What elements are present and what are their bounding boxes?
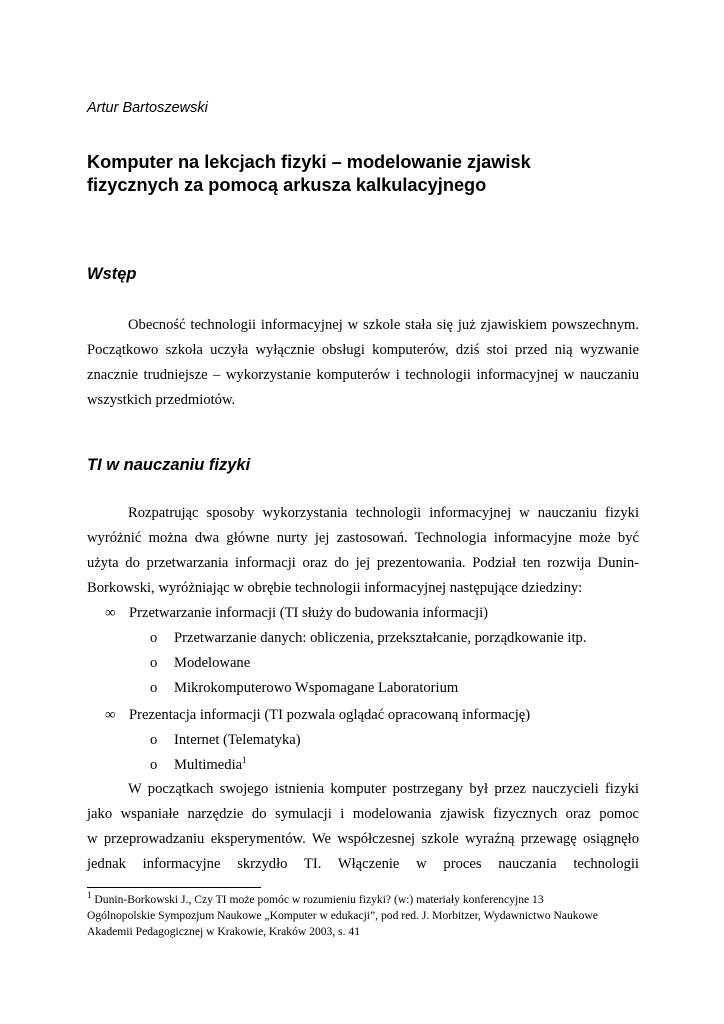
intro-line-1: Obecność technologii informacyjnej w szkole stała się już zjawiskiem powszechnym. [128, 317, 639, 333]
list-item-1 [105, 601, 488, 626]
ti-line-4: Borkowski, wyróżniając w obrębie technologii informacyjnej następujące dziedziny: [87, 580, 583, 596]
sub-list-item-text: Modelowane [174, 655, 251, 671]
footnote-divider [87, 887, 261, 888]
ti-line-3: użyta do przetwarzania informacji oraz do jej prezentowania. Podział ten rozwija Dunin- [87, 555, 639, 571]
sub-list-item [150, 728, 301, 753]
section-heading-ti: TI w nauczaniu fizyki [87, 456, 251, 474]
intro-line-2: Początkowo szkoła uczyła wyłącznie obsługi komputerów, dziś stoi przed nią wyzwanie [87, 342, 639, 358]
footnote-line-1 [87, 892, 647, 908]
document-title [87, 151, 647, 197]
intro-paragraph [87, 313, 639, 413]
sub-list-item-text: Multimedia [174, 757, 243, 773]
closing-line-1: W początkach swojego istnienia komputer postrzegany był przez nauczycieli fizyki [128, 781, 639, 797]
sub-list-item [150, 626, 586, 651]
sub-list-item-text: Internet (Telematyka) [174, 732, 301, 748]
circle-bullet-icon: o [150, 655, 158, 671]
circle-bullet-icon: o [150, 680, 158, 696]
infinity-bullet-icon: ∞ [105, 707, 116, 723]
list-item-1-text: Przetwarzanie informacji (TI służy do budowania informacji) [129, 605, 489, 621]
sub-list-item-text: Mikrokomputerowo Wspomagane Laboratorium [174, 680, 459, 696]
list-item-2-text: Prezentacja informacji (TI pozwala oglądać opracowaną informację) [129, 707, 531, 723]
footnote-line-2: Ogólnopolskie Sympozjum Naukowe „Komputer w edukacji”, pod red. J. Morbitzer, Wydawnictwo Naukowe [87, 909, 598, 922]
sub-list-item-text: Przetwarzanie danych: obliczenia, przekształcanie, porządkowanie itp. [174, 630, 587, 646]
circle-bullet-icon: o [150, 757, 158, 773]
closing-line-3: w przeprowadzaniu eksperymentów. We współczesnej szkole wyraźną przewagę osiągnęło [87, 831, 639, 847]
footnote [87, 892, 647, 940]
circle-bullet-icon: o [150, 630, 158, 646]
list-item-2 [105, 703, 530, 728]
footnote-number: 1 [87, 890, 92, 901]
title-line-1: Komputer na lekcjach fizyki – modelowanie zjawisk [87, 152, 531, 172]
footnote-line-3: Akademii Pedagogicznej w Krakowie, Kraków 2003, s. 41 [87, 925, 361, 938]
author-name: Artur Bartoszewski [87, 100, 208, 116]
sub-list-item [150, 753, 247, 778]
sub-list-item [150, 651, 250, 676]
closing-line-2: jako wspaniałe narzędzie do symulacji i modelowania zjawisk fizycznych oraz pomoc [87, 806, 639, 822]
circle-bullet-icon: o [150, 732, 158, 748]
footnote-reference: 1 [242, 755, 247, 766]
ti-line-2: wyróżnić można dwa główne nurty jej zastosowań. Technologia informacyjne może być [87, 530, 639, 546]
intro-line-4: wszystkich przedmiotów. [87, 392, 236, 408]
intro-line-3: znacznie trudniejsze – wykorzystanie komputerów i technologii informacyjnej w nauczaniu [87, 367, 639, 383]
footnote-line-1-text: Dunin-Borkowski J., Czy TI może pomóc w rozumieniu fizyki? (w:) materiały konferencyjne 13 [91, 893, 544, 906]
sub-list-item [150, 676, 458, 701]
title-line-2: fizycznych za pomocą arkusza kalkulacyjnego [87, 175, 487, 195]
ti-paragraph [87, 501, 639, 601]
section-heading-intro: Wstęp [87, 265, 137, 283]
infinity-bullet-icon: ∞ [105, 605, 116, 621]
closing-line-4: jednak informacyjne skrzydło TI. Włączenie w proces nauczania technologii [87, 856, 639, 872]
closing-paragraph [87, 777, 639, 877]
ti-line-1: Rozpatrując sposoby wykorzystania technologii informacyjnej w nauczaniu fizyki [128, 505, 639, 521]
